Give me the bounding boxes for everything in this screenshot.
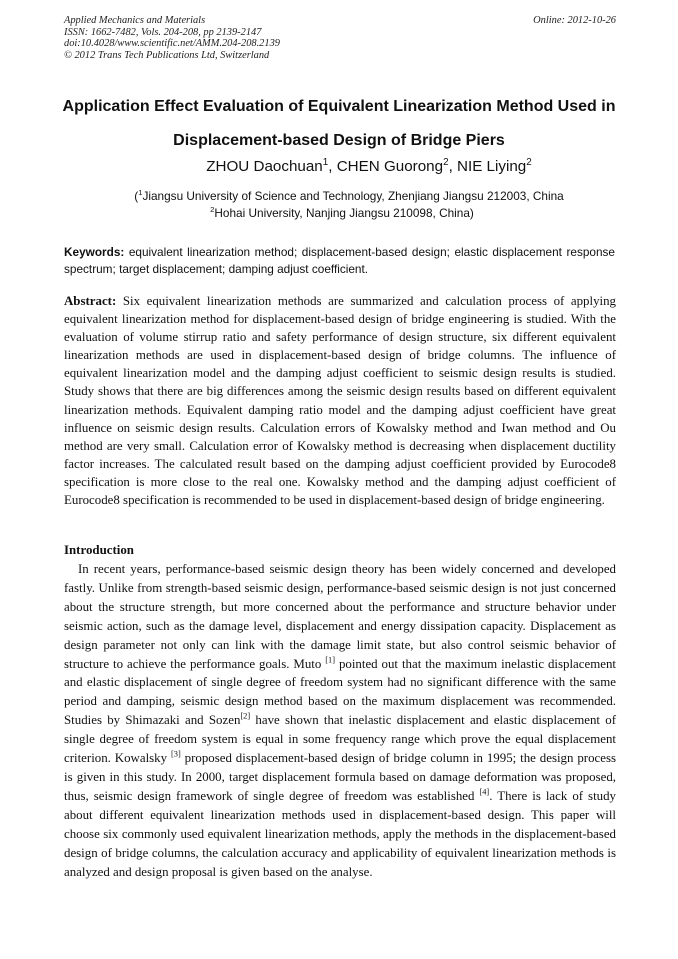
- paper-title: [40, 90, 638, 158]
- citation-ref-1[interactable]: [1]: [325, 655, 336, 665]
- affiliations: [0, 188, 678, 222]
- affiliation-2: [0, 205, 678, 222]
- author-3-affil-mark: 2: [526, 156, 532, 168]
- author-3: NIE Liying: [457, 158, 527, 175]
- author-2-affil-mark: 2: [443, 156, 449, 168]
- online-date: Online: 2012-10-26: [533, 15, 616, 26]
- citation-ref-3[interactable]: [3]: [170, 749, 181, 759]
- section-heading-introduction: Introduction: [64, 543, 134, 557]
- author-separator: ,: [328, 158, 337, 175]
- keywords-label: Keywords:: [64, 245, 125, 259]
- affiliation-2-mark: 2: [210, 205, 215, 215]
- author-list: [0, 157, 678, 177]
- citation-ref-2[interactable]: [2]: [240, 711, 251, 721]
- author-2: CHEN Guorong: [336, 158, 444, 175]
- author-1: ZHOU Daochuan: [206, 158, 323, 175]
- keywords-text: equivalent linearization method; displacement-based design; elastic displacement response spectrum; target displacement; damping adjust coefficient.: [64, 245, 615, 276]
- paper-title-line-1: Application Effect Evaluation of Equivalent Linearization Method Used in: [62, 98, 616, 115]
- journal-name: Applied Mechanics and Materials: [64, 15, 206, 26]
- affiliation-1-text: Jiangsu University of Science and Technology, Zhenjiang Jiangsu 212003, China: [142, 189, 564, 203]
- affiliation-2-text: Hohai University, Nanjing Jiangsu 210098, China): [214, 206, 474, 220]
- journal-doi: doi:10.4028/www.scientific.net/AMM.204-208.2139: [64, 38, 280, 50]
- abstract-label: Abstract:: [64, 294, 117, 308]
- author-1-affil-mark: 1: [322, 156, 329, 168]
- abstract-block: [64, 292, 616, 509]
- citation-ref-4[interactable]: [4]: [479, 787, 490, 797]
- affiliation-1: ($^1$Jiangsu University of Science and Technology, Zhenjiang Jiangsu 212003, China: [134, 188, 564, 203]
- author-separator: ,: [448, 158, 458, 175]
- introduction-paragraph: In recent years, performance-based seismic design theory has been widely concerned and developed fastly. Unlike from strength-based seismic design, performance-based seismic design is not just concerned about the structure strength, but more concerned about the performance and structure behavior under seismic action, such as the damage level, displacement and energy dissipation capacity. Displacement as design parameter not only can link with the damage limit state, but also control seismic behavior of structure to achieve the performance goals. Muto [1] pointed out that the maximum inelastic displacement and elastic displacement of single degree of freedom system had no significant difference with the same period and damping, seismic design method based on the maximum displacement was recommended. Studies by Shimazaki and Sozen[2] have shown that inelastic displacement and elastic displacement of single degree of freedom system is equal in some frequency range which prove the equal displacement criterion. Kowalsky [3] proposed displacement-based design of bridge column in 1995; the design process is given in this study. In 2000, target displacement formula based on damage deformation was proposed, thus, seismic design framework of single degree of freedom was established [4]. There is lack of study about different equivalent linearization methods used in displacement-based design. This paper will choose six commonly used equivalent linearization methods, apply the methods in the displacement-based design of bridge columns, the calculation accuracy and applicability of equivalent linearization methods is analyzed and design proposal is given based on the analyse.: [64, 562, 616, 879]
- keywords-block: [64, 244, 615, 278]
- journal-copyright: © 2012 Trans Tech Publications Ltd, Switzerland: [64, 49, 270, 61]
- affiliation-1-mark: 1: [138, 188, 143, 198]
- paper-title-line-2: Displacement-based Design of Bridge Piers: [173, 132, 505, 149]
- journal-header: [64, 15, 616, 61]
- abstract-text: Six equivalent linearization methods are summarized and calculation process of applying equivalent linearization method for displacement-based design of bridge engineering is studied. With the evaluation of volume stirrup ratio and safety performance of design structure, six different equivalent linearization methods are used in displacement-based design of bridge columns. The influence of equivalent linearization model and the damping adjust coefficient to seismic design results is studied. Study shows that there are big differences among the seismic design results based on different equivalent linearization methods. Equivalent damping ratio model and the damping adjust coefficient have great influence on seismic design results. Calculation errors of Kowalsky method and Iwan method and Ou method are very small. Calculation error of Kowalsky method is decreasing when displacement ductility factor increases. The calculated result based on the damping adjust coefficient provided by Eurocode8 specification is more close to the real one. Kowalsky method and the damping adjust coefficient of Eurocode8 specification is recommended to be used in displacement-based design of bridge engineering.: [64, 294, 616, 508]
- journal-issn: ISSN: 1662-7482, Vols. 204-208, pp 2139-2147: [64, 26, 262, 38]
